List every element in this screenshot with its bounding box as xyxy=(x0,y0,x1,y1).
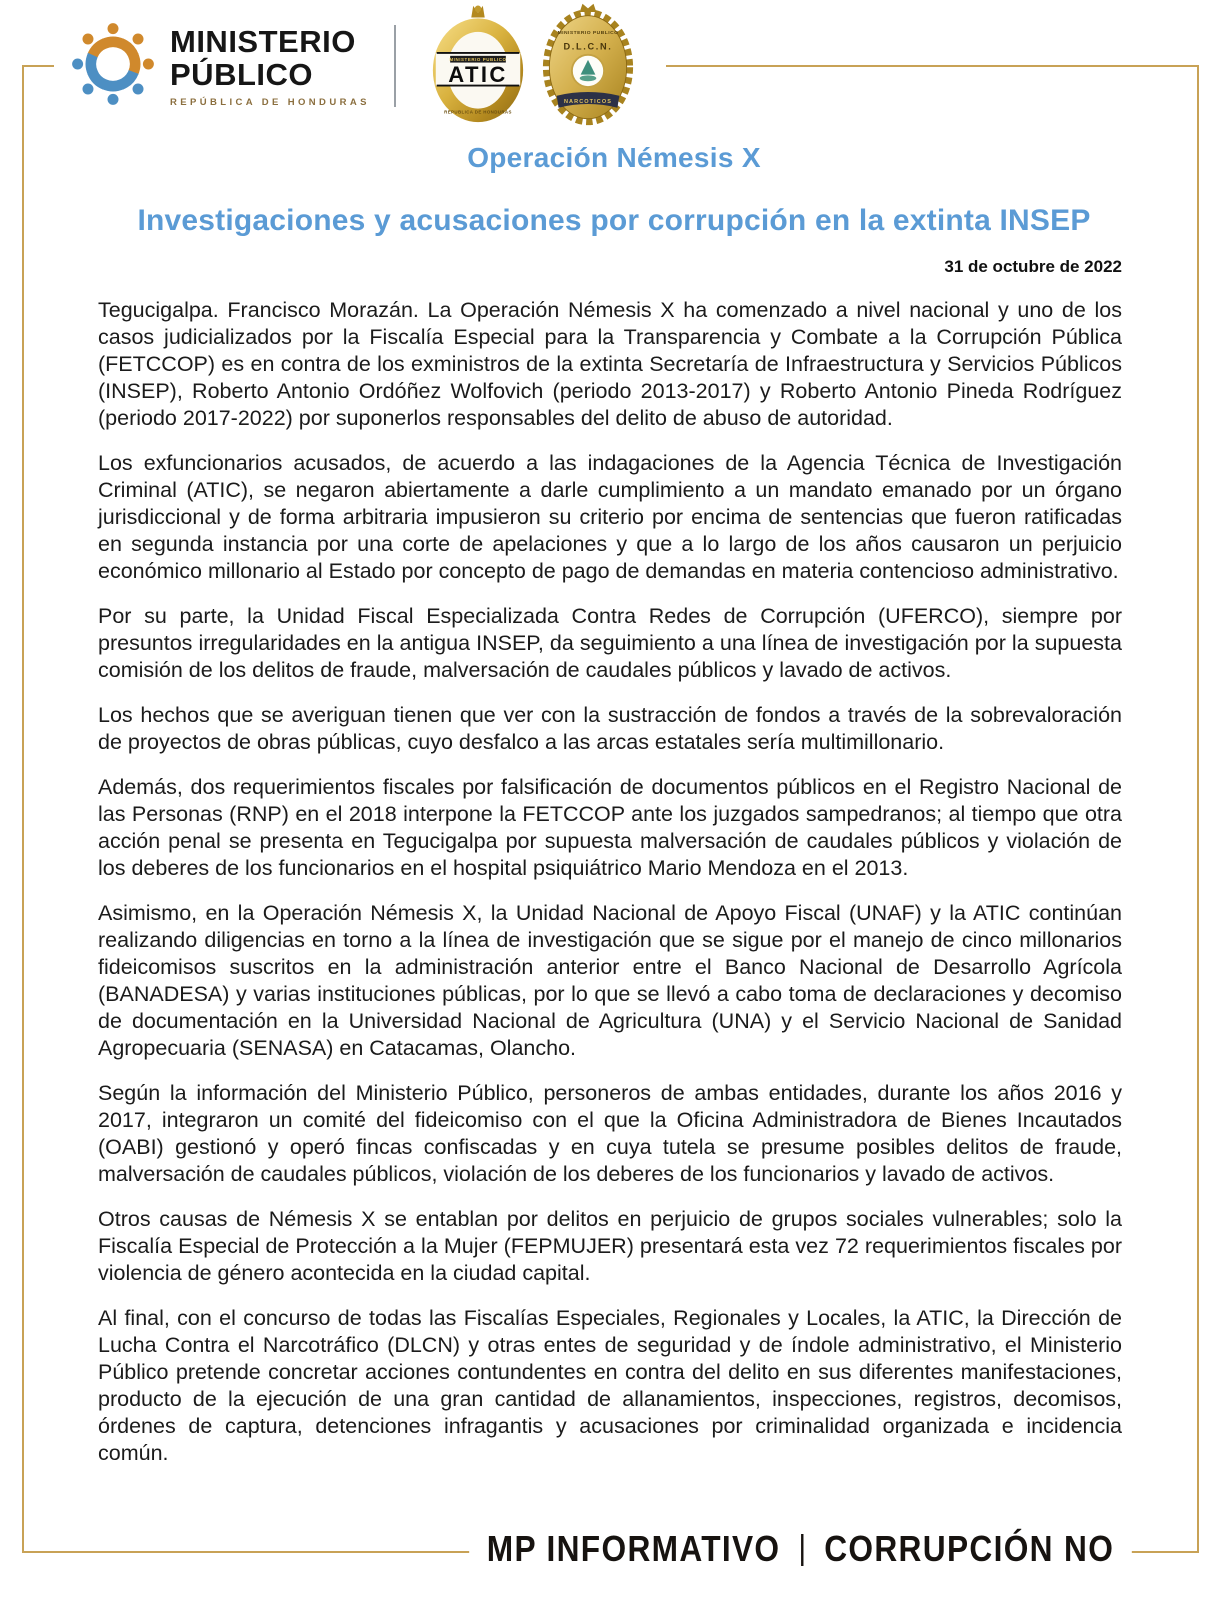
article-paragraph: Los exfuncionarios acusados, de acuerdo a las indagaciones de la Agencia Técnica de Investigación Criminal (ATIC), se negaron abiertamente a darle cumplimiento a un mandato emanado por un órgano jurisdiccional y de forma arbitraria impusieron su criterio por encima de sentencias que fueron ratificadas en segunda instancia por una corte de apelaciones y que a lo largo de los años causaron un perjuicio económico millonario al Estado por concepto de pago de demandas en materia contencioso administrativo. xyxy=(98,451,1122,583)
footer-banner xyxy=(469,1528,1132,1570)
article-paragraph: Tegucigalpa. Francisco Morazán. La Operación Némesis X ha comenzado a nivel nacional y uno de los casos judicializados por la Fiscalía Especial para la Transparencia y Combate a la Corrupción Pública (FETCCOP) es en contra de los exministros de la extinta Secretaría de Infraestructura y Servicios Públicos (INSEP), Roberto Antonio Ordóñez Wolfovich (periodo 2013-2017) y Roberto Antonio Pineda Rodríguez (periodo 2017-2022) por suponerlos responsables del delito de abuso de autoridad. xyxy=(98,298,1122,430)
article-paragraph: Al final, con el concurso de todas las Fiscalías Especiales, Regionales y Locales, la ATIC, la Dirección de Lucha Contra el Narcotráfico (DLCN) y otras entes de seguridad y de índole administrativo, el Ministerio Público pretende concretar acciones contundentes en contra del delito en sus diferentes manifestaciones, producto de la ejecución de una gran cantidad de allanamientos, inspecciones, registros, decomisos, órdenes de captura, detenciones infragantis y acusaciones por criminalidad organizada e incidencia común. xyxy=(98,1306,1122,1465)
ministerio-publico-logo xyxy=(68,18,370,115)
article-paragraph: Según la información del Ministerio Público, personeros de ambas entidades, durante los años 2016 y 2017, integraron un comité del fideicomiso con el que la Oficina Administradora de Bienes Incautados (OABI) gestionó y operó fincas confiscadas y en cuya tutela se presume posibles delitos de fraude, malversación de caudales públicos, violación de los deberes de los funcionarios y lavado de activos. xyxy=(98,1081,1122,1186)
header-divider-line xyxy=(394,25,396,107)
dlcn-badge-top-text: MINISTERIO PUBLICO xyxy=(557,30,619,36)
footer-left-label: MP INFORMATIVO xyxy=(486,1528,781,1569)
dlcn-badge-bottom-text: NARCOTICOS xyxy=(563,98,612,105)
article-paragraph: Los hechos que se averiguan tienen que ver con la sustracción de fondos a través de la sobrevaloración de proyectos de obras públicas, cuyo desfalco a las arcas estatales sería multimillonario. xyxy=(98,703,1122,754)
atic-badge-top-text: MINISTERIO PUBLICO xyxy=(449,56,507,62)
article-body xyxy=(98,297,1122,1485)
dlcn-badge-icon xyxy=(542,0,634,133)
atic-badge-icon xyxy=(430,2,526,131)
article-paragraph: Además, dos requerimientos fiscales por falsificación de documentos públicos en el Registro Nacional de las Personas (RNP) en el 2018 interpone la FETCCOP ante los juzgados sampedranos; al tiempo que otra acción penal se presenta en Tegucigalpa por supuesta malversación de caudales públicos y violación de los deberes de los funcionarios en el hospital psiquiátrico Mario Mendoza en el 2013. xyxy=(98,775,1122,880)
mp-logo-title-line2: PÚBLICO xyxy=(170,56,313,92)
atic-badge-bottom-text: REPUBLICA DE HONDURAS xyxy=(444,108,512,114)
page-subtitle: Investigaciones y acusaciones por corrupción en la extinta INSEP xyxy=(137,204,1091,237)
atic-badge-label: ATIC xyxy=(448,61,508,87)
article-paragraph: Otros causas de Némesis X se entablan por delitos en perjuicio de grupos sociales vulnerables; solo la Fiscalía Especial de Protección a la Mujer (FEPMUJER) presentará esta vez 72 requerimientos fiscales por violencia de género acontecida en la ciudad capital. xyxy=(98,1207,1122,1285)
footer-separator: | xyxy=(798,1529,807,1567)
dlcn-badge-label: D.L.C.N. xyxy=(563,41,613,52)
mp-logo-title-line1: MINISTERIO xyxy=(170,23,356,59)
date-label: 31 de octubre de 2022 xyxy=(944,257,1122,276)
mp-logo-text xyxy=(170,25,370,108)
article-paragraph: Asimismo, en la Operación Némesis X, la Unidad Nacional de Apoyo Fiscal (UNAF) y la ATIC continúan realizando diligencias en torno a la línea de investigación que se sigue por el manejo de cinco millonarios fideicomisos suscritos en la administración anterior entre el Banco Nacional de Desarrollo Agrícola (BANADESA) y varias instituciones públicas, por lo que se llevó a cabo toma de declaraciones y decomiso de documentación en la Universidad Nacional de Agricultura (UNA) y el Servicio Nacional de Sanidad Agropecuaria (SENASA) en Catacamas, Olancho. xyxy=(98,901,1122,1060)
page-title: Operación Némesis X xyxy=(467,142,761,173)
header-logo-strip xyxy=(54,0,666,132)
mp-people-circle-icon xyxy=(68,18,158,115)
mp-logo-subtitle: REPÚBLICA DE HONDURAS xyxy=(170,96,370,108)
footer-right-label: CORRUPCIÓN NO xyxy=(824,1528,1115,1569)
article-paragraph: Por su parte, la Unidad Fiscal Especializada Contra Redes de Corrupción (UFERCO), siempre por presuntos irregularidades en la antigua INSEP, da seguimiento a una línea de investigación por la supuesta comisión de los delitos de fraude, malversación de caudales públicos y lavado de activos. xyxy=(98,604,1122,682)
